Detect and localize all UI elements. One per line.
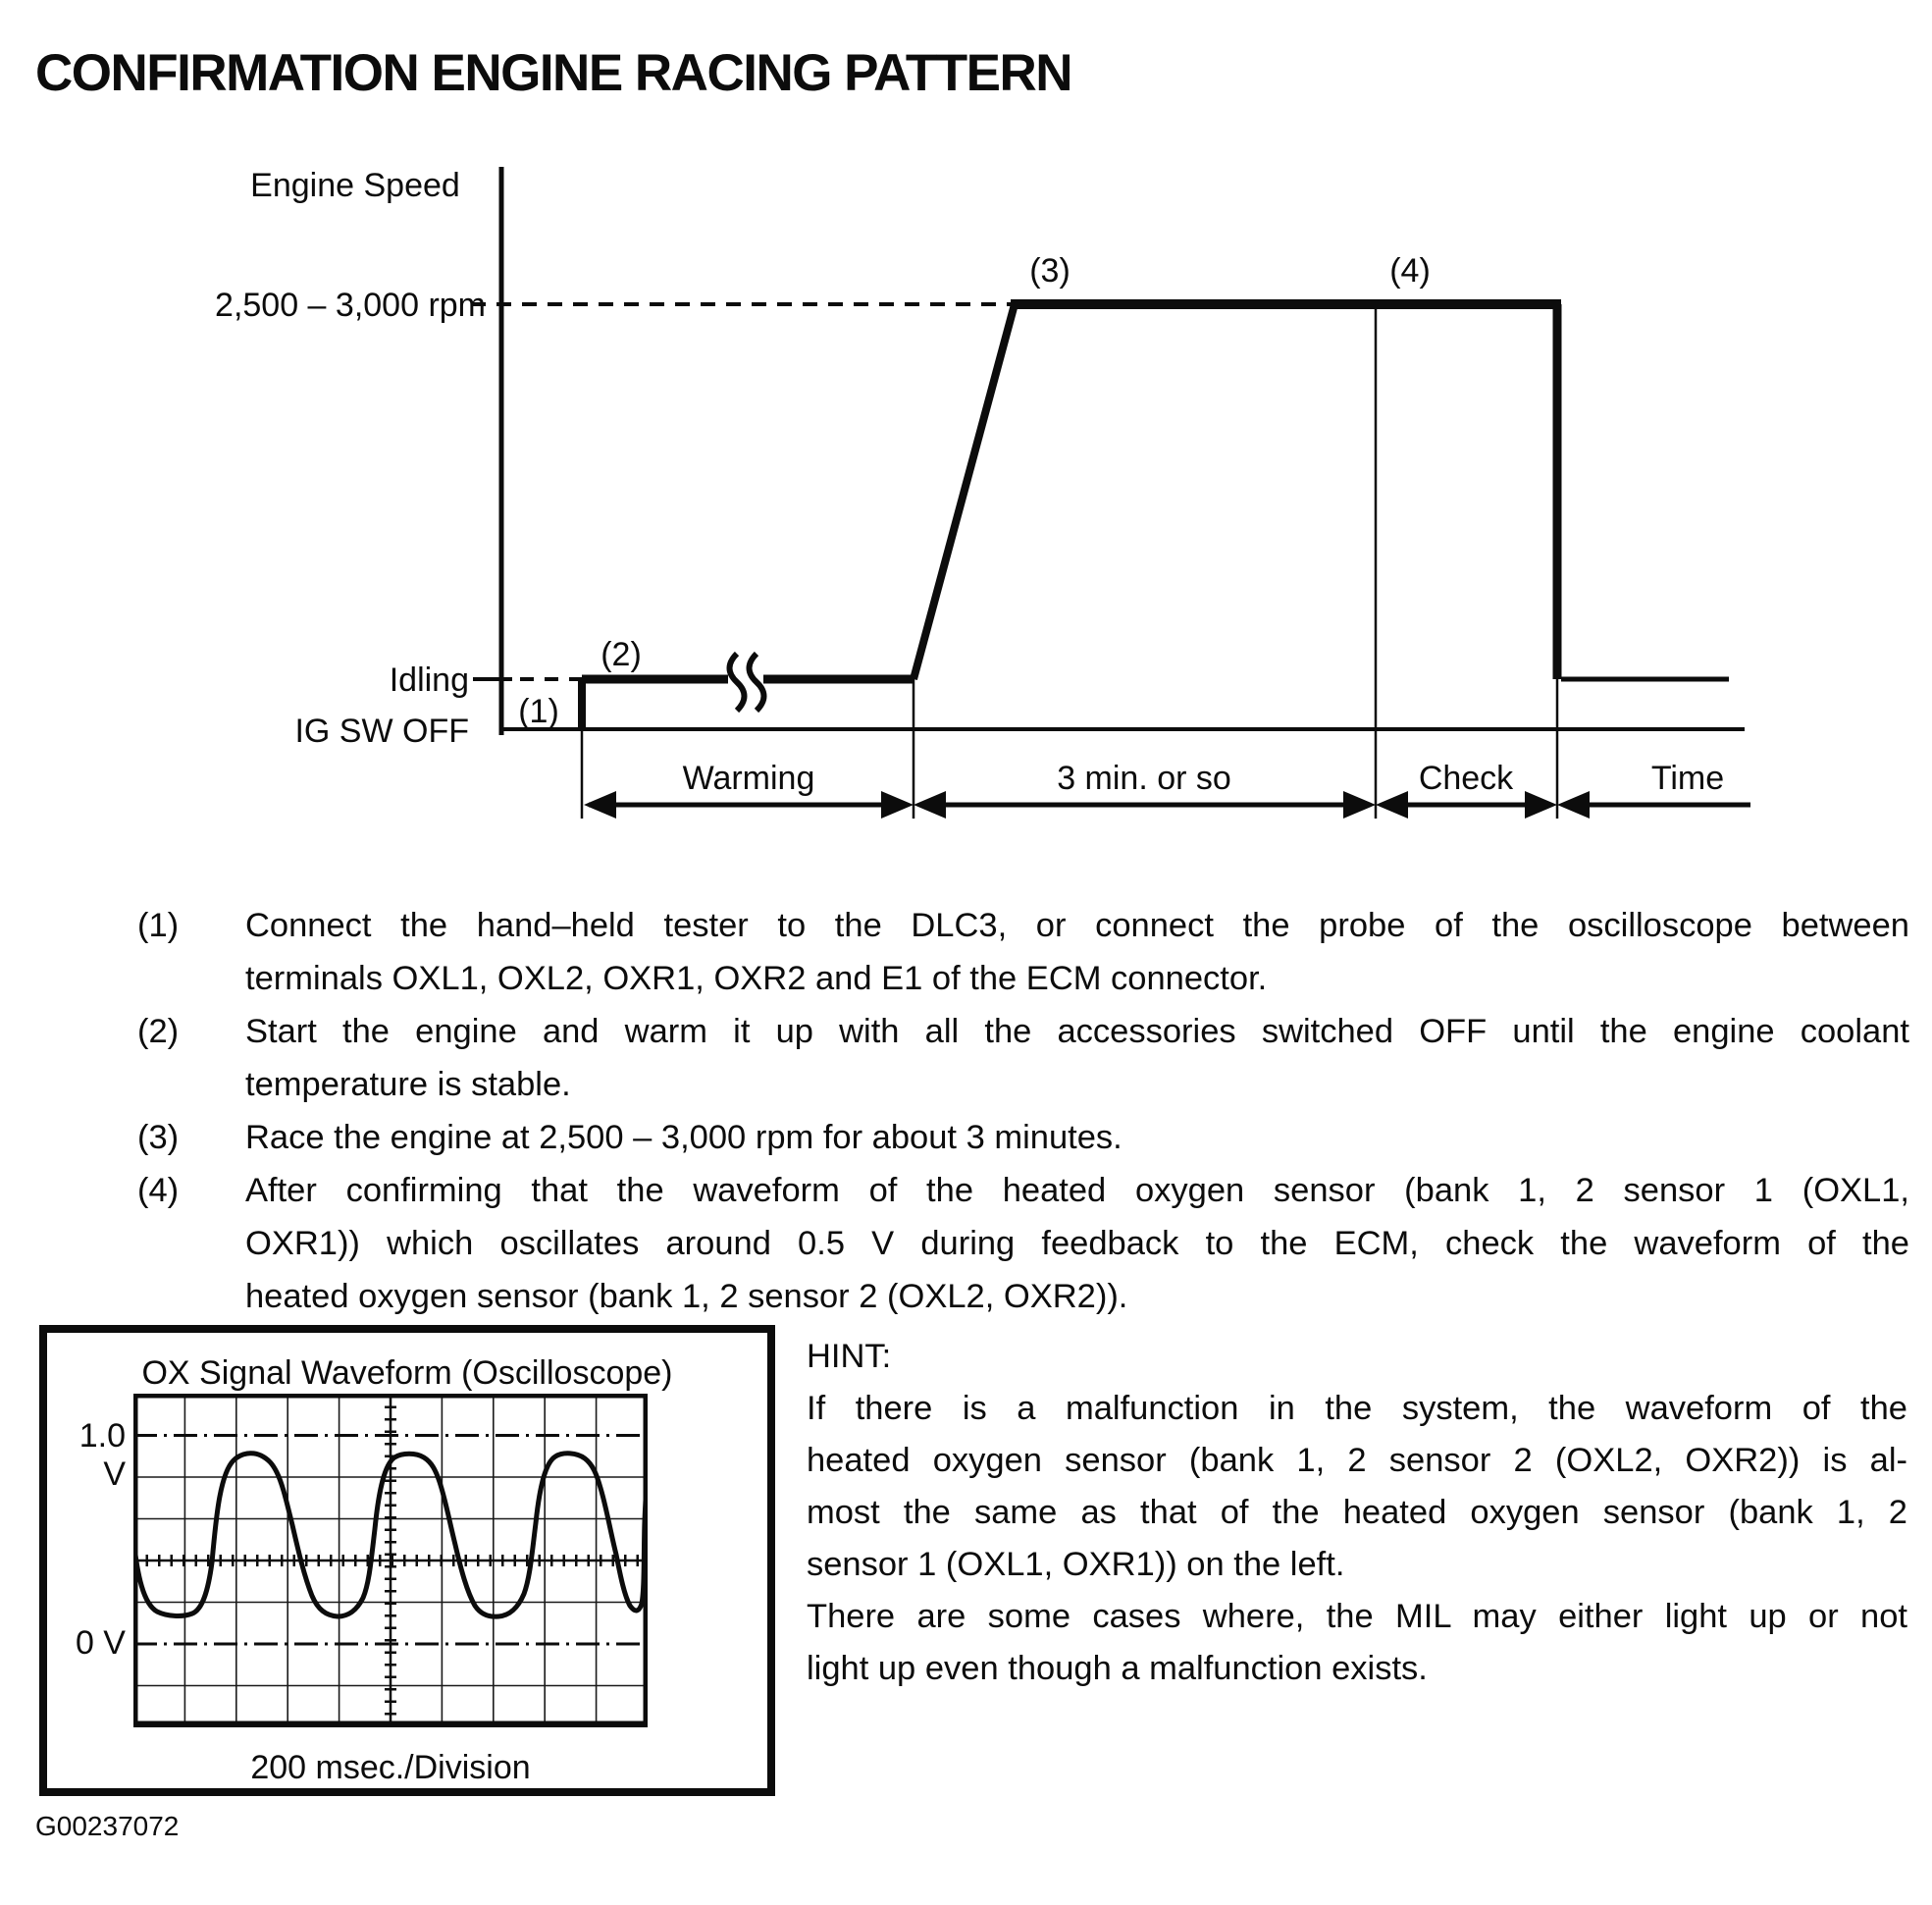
marker-1: (1)	[518, 693, 559, 730]
racing-pattern-chart	[147, 118, 1796, 864]
step-text	[245, 1164, 1909, 1323]
step-3	[137, 1111, 1909, 1164]
step-line: temperature is stable.	[245, 1066, 571, 1103]
trace-ramp	[914, 304, 1015, 679]
marker-2: (2)	[600, 636, 642, 673]
arrowhead-left	[1557, 791, 1590, 819]
page-title: CONFIRMATION ENGINE RACING PATTERN	[35, 44, 1072, 102]
phase-race-label: 3 min. or so	[1057, 760, 1231, 797]
step-number: (4)	[137, 1172, 180, 1209]
rpm-level-label: 2,500 – 3,000 rpm	[215, 287, 486, 324]
step-line: heated oxygen sensor (bank 1, 2 sensor 2 (OXL2, OXR2)).	[245, 1278, 1128, 1315]
arrowhead-left	[1376, 791, 1408, 819]
figure-id: G00237072	[35, 1811, 180, 1841]
hint-line: light up even though a malfunction exists.	[807, 1650, 1428, 1687]
arrowhead-left	[584, 791, 616, 819]
step-text	[245, 1005, 1909, 1111]
scope-0v-label: 0 V	[75, 1624, 126, 1662]
step-line: terminals OXL1, OXL2, OXR1, OXR2 and E1 of the ECM connector.	[245, 960, 1268, 997]
ig-sw-off-label: IG SW OFF	[294, 713, 469, 750]
step-2	[137, 1005, 1909, 1111]
procedure-steps	[137, 899, 1909, 1323]
step-number: (2)	[137, 1013, 180, 1050]
oscilloscope-figure	[39, 1325, 775, 1796]
hint-line: If there is a malfunction in the system, the waveform of the	[807, 1390, 1907, 1427]
time-axis-label: Time	[1650, 760, 1725, 797]
step-text	[245, 899, 1909, 1005]
step-line: Connect the hand–held tester to the DLC3, or connect the probe of the oscilloscope between	[245, 907, 1909, 944]
marker-4: (4)	[1389, 252, 1431, 290]
marker-3: (3)	[1029, 252, 1070, 290]
step-number: (1)	[137, 907, 180, 944]
step-line: Race the engine at 2,500 – 3,000 rpm for about 3 minutes.	[245, 1119, 1123, 1156]
phase-warming-label: Warming	[682, 760, 815, 797]
arrowhead-right	[1343, 791, 1376, 819]
idling-level-label: Idling	[389, 661, 469, 699]
step-1	[137, 899, 1909, 1005]
hint-line: There are some cases where, the MIL may either light up or not	[807, 1598, 1907, 1635]
step-text	[245, 1111, 1909, 1164]
step-line: After confirming that the waveform of the heated oxygen sensor (bank 1, 2 sensor 1 (OXL1,	[245, 1172, 1909, 1209]
hint-line: sensor 1 (OXL1, OXR1)) on the left.	[807, 1546, 1345, 1583]
step-number: (3)	[137, 1119, 180, 1156]
step-4	[137, 1164, 1909, 1323]
oscilloscope-grid	[133, 1394, 648, 1727]
scope-1v-label: 1.0 V	[78, 1417, 126, 1493]
arrowhead-right	[1525, 791, 1557, 819]
hint-line: most the same as that of the heated oxygen sensor (bank 1, 2	[807, 1494, 1907, 1531]
hint-block	[807, 1331, 1907, 1695]
step-line: Start the engine and warm it up with all the accessories switched OFF until the engine coolant	[245, 1013, 1909, 1050]
arrowhead-right	[881, 791, 914, 819]
step-line: OXR1)) which oscillates around 0.5 V during feedback to the ECM, check the waveform of the	[245, 1225, 1909, 1262]
arrowhead-left	[914, 791, 946, 819]
oscilloscope-title: OX Signal Waveform (Oscilloscope)	[141, 1354, 673, 1392]
scope-timebase-label: 200 msec./Division	[250, 1749, 531, 1786]
hint-line: heated oxygen sensor (bank 1, 2 sensor 2 (OXL2, OXR2)) is al-	[807, 1442, 1907, 1479]
y-axis-label: Engine Speed	[250, 167, 460, 204]
phase-check-label: Check	[1418, 760, 1514, 797]
hint-label: HINT:	[807, 1338, 892, 1375]
